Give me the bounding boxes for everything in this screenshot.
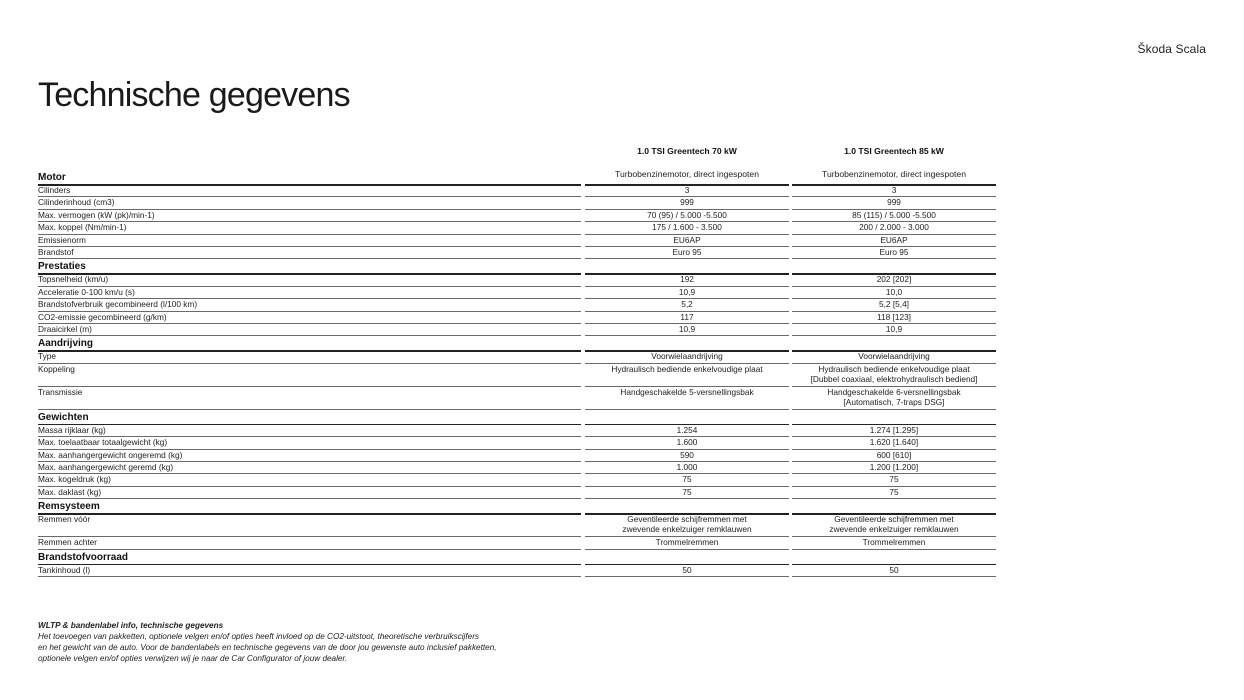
value-col1: 1.254 bbox=[676, 424, 698, 435]
value-col2: 999 bbox=[887, 197, 901, 208]
value-col2: 10,0 bbox=[885, 286, 903, 297]
value-col2: Voorwielaandrijving bbox=[858, 351, 930, 362]
rule-line bbox=[38, 498, 581, 499]
row-label: Type bbox=[38, 351, 56, 362]
spec-row bbox=[38, 487, 996, 499]
section-header bbox=[38, 261, 996, 274]
value-col2: Handgeschakelde 6-versnellingsbak bbox=[827, 386, 961, 397]
value-col1: 10,9 bbox=[678, 286, 696, 297]
value-col1: Hydraulisch bediende enkelvoudige plaat bbox=[611, 363, 763, 374]
row-label: Koppeling bbox=[38, 363, 75, 374]
rule-line bbox=[38, 576, 581, 577]
value-col2: 600 [610] bbox=[876, 449, 912, 460]
rule-line bbox=[792, 576, 996, 577]
section-title: Prestaties bbox=[38, 261, 86, 273]
spec-row bbox=[38, 364, 996, 387]
value-col1: Handgeschakelde 5-versnellingsbak bbox=[620, 386, 754, 397]
section-header bbox=[38, 338, 996, 351]
spec-row bbox=[38, 387, 996, 410]
spec-row bbox=[38, 565, 996, 577]
value-col1: 590 bbox=[680, 449, 694, 460]
value-col2: Euro 95 bbox=[879, 247, 909, 257]
rule-line bbox=[585, 498, 789, 499]
footnote-heading: WLTP & bandenlabel info, technische gegevens bbox=[38, 621, 224, 630]
value-col1: 50 bbox=[682, 564, 692, 575]
row-label: Brandstofverbruik gecombineerd (l/100 km) bbox=[38, 299, 198, 310]
spec-row bbox=[38, 197, 996, 209]
spec-row bbox=[38, 537, 996, 549]
value-col1: EU6AP bbox=[673, 234, 701, 245]
rule-line bbox=[585, 549, 789, 550]
rule-line bbox=[585, 576, 789, 577]
row-label: Brandstof bbox=[38, 247, 74, 257]
rule-line bbox=[585, 335, 789, 336]
spec-row bbox=[38, 312, 996, 324]
spec-row bbox=[38, 437, 996, 449]
row-label: Max. aanhangergewicht ongeremd (kg) bbox=[38, 449, 183, 460]
row-label: Max. toelaatbaar totaalgewicht (kg) bbox=[38, 437, 168, 448]
value-col1: 5,2 bbox=[681, 299, 693, 310]
spec-row bbox=[38, 287, 996, 299]
section-title: Brandstofvoorraad bbox=[38, 551, 129, 563]
rule-line bbox=[38, 335, 581, 336]
value-col2: 10,9 bbox=[885, 324, 903, 334]
rule-line bbox=[38, 258, 581, 259]
column-header-1-sub: Turbobenzinemotor, direct ingespoten bbox=[615, 169, 759, 179]
rule-line bbox=[38, 409, 581, 410]
value-col1: 70 (95) / 5.000 -5.500 bbox=[647, 209, 727, 220]
value-col1: Geventileerde schijfremmen met bbox=[627, 514, 747, 525]
section-header bbox=[38, 501, 996, 514]
section-title: Aandrijving bbox=[38, 338, 94, 350]
rule-line bbox=[792, 498, 996, 499]
spec-row bbox=[38, 274, 996, 286]
value-col2: Geventileerde schijfremmen met bbox=[834, 514, 954, 525]
value-col1: 117 bbox=[680, 311, 694, 322]
value-col2: 3 bbox=[891, 185, 897, 195]
column-header-1-name: 1.0 TSI Greentech 70 kW bbox=[637, 146, 737, 156]
section-title: Motor bbox=[38, 172, 66, 183]
value-col1: Euro 95 bbox=[672, 247, 702, 257]
row-label: Cilinders bbox=[38, 185, 71, 195]
row-label: Massa rijklaar (kg) bbox=[38, 424, 106, 435]
row-label: Emissienorm bbox=[38, 234, 86, 245]
value-col1: 192 bbox=[680, 274, 694, 285]
spec-row bbox=[38, 462, 996, 474]
value-col2: 202 [202] bbox=[876, 274, 912, 285]
rule-line bbox=[792, 258, 996, 259]
column-header-2-name: 1.0 TSI Greentech 85 kW bbox=[844, 146, 944, 156]
section-header bbox=[38, 552, 996, 565]
section-header bbox=[38, 412, 996, 425]
spec-row bbox=[38, 299, 996, 311]
value-col2: 1.620 [1.640] bbox=[869, 437, 919, 448]
value-col2: 50 bbox=[889, 564, 899, 575]
value-col2-line2: zwevende enkelzuiger remklauwen bbox=[829, 524, 959, 535]
spec-row bbox=[38, 450, 996, 462]
value-col2: EU6AP bbox=[880, 234, 908, 245]
value-col1-line2: zwevende enkelzuiger remklauwen bbox=[622, 524, 752, 535]
value-col2-line2: [Automatisch, 7-traps DSG] bbox=[843, 396, 945, 407]
value-col1: 10,9 bbox=[678, 324, 696, 334]
row-label: Topsnelheid (km/u) bbox=[38, 274, 109, 285]
row-label: Max. koppel (Nm/min-1) bbox=[38, 222, 127, 233]
section-title: Remsysteem bbox=[38, 501, 100, 513]
value-col2: Hydraulisch bediende enkelvoudige plaat bbox=[818, 363, 970, 374]
value-col1: 999 bbox=[680, 197, 694, 208]
footnote-line: en het gewicht van de auto. Voor de bandenlabels en technische gegevens van de door jou gewenste auto inclusief pakketten, bbox=[38, 643, 497, 652]
value-col1: 1.000 bbox=[676, 462, 698, 472]
row-label: Acceleratie 0-100 km/u (s) bbox=[38, 286, 135, 297]
spec-row bbox=[38, 247, 996, 259]
value-col2: 200 / 2.000 - 3.000 bbox=[859, 222, 929, 233]
value-col2: 75 bbox=[889, 474, 899, 485]
column-header-2-sub: Turbobenzinemotor, direct ingespoten bbox=[822, 169, 966, 179]
spec-row bbox=[38, 474, 996, 486]
spec-row bbox=[38, 324, 996, 336]
row-label: Max. kogeldruk (kg) bbox=[38, 474, 111, 485]
rule-line bbox=[792, 549, 996, 550]
spec-row bbox=[38, 222, 996, 234]
value-col1: Voorwielaandrijving bbox=[651, 351, 723, 362]
footnote-line: optionele velgen en/of opties verwijzen wij je naar de Car Configurator of jouw dealer. bbox=[38, 654, 348, 663]
row-label: Max. vermogen (kW (pk)/min-1) bbox=[38, 209, 155, 220]
spec-row bbox=[38, 210, 996, 222]
footnote bbox=[38, 620, 497, 664]
row-label: Max. aanhangergewicht geremd (kg) bbox=[38, 462, 174, 472]
spec-row bbox=[38, 514, 996, 537]
value-col2-line2: [Dubbel coaxiaal, elektrohydraulisch bediend] bbox=[810, 373, 978, 384]
brand-name: Škoda Scala bbox=[1137, 42, 1206, 56]
value-col2: 85 (115) / 5.000 -5.500 bbox=[852, 209, 936, 220]
value-col1: Trommelremmen bbox=[655, 537, 719, 548]
rule-line bbox=[792, 335, 996, 336]
value-col2: Trommelremmen bbox=[862, 537, 926, 548]
value-col1: 75 bbox=[682, 474, 692, 485]
spec-row bbox=[38, 185, 996, 197]
rule-line bbox=[585, 258, 789, 259]
value-col1: 75 bbox=[682, 486, 692, 497]
row-label: Tankinhoud (l) bbox=[38, 564, 91, 575]
section-header bbox=[38, 172, 996, 185]
value-col1: 1.600 bbox=[676, 437, 698, 448]
value-col2: 1.200 [1.200] bbox=[869, 462, 919, 472]
value-col1: 175 / 1.600 - 3.500 bbox=[652, 222, 722, 233]
rule-line bbox=[38, 549, 581, 550]
value-col2: 1.274 [1.295] bbox=[869, 424, 919, 435]
value-col2: 75 bbox=[889, 486, 899, 497]
row-label: Cilinderinhoud (cm3) bbox=[38, 197, 115, 208]
spec-row bbox=[38, 425, 996, 437]
rule-line bbox=[585, 409, 789, 410]
row-label: Max. daklast (kg) bbox=[38, 486, 102, 497]
row-label: Remmen vóór bbox=[38, 514, 91, 525]
value-col1: 3 bbox=[684, 185, 690, 195]
row-label: Remmen achter bbox=[38, 537, 98, 548]
spec-row bbox=[38, 351, 996, 363]
section-title: Gewichten bbox=[38, 411, 89, 423]
rule-line bbox=[792, 409, 996, 410]
footnote-line: Het toevoegen van pakketten, optionele velgen en/of opties heeft invloed op de CO2-uitstoot, theoretische verbruikscijfers bbox=[38, 632, 480, 641]
row-label: CO2-emissie gecombineerd (g/km) bbox=[38, 311, 167, 322]
value-col2: 118 [123] bbox=[877, 311, 911, 322]
spec-row bbox=[38, 235, 996, 247]
value-col2: 5,2 [5,4] bbox=[879, 299, 909, 310]
row-label: Transmissie bbox=[38, 386, 83, 397]
row-label: Draaicirkel (m) bbox=[38, 324, 92, 334]
page-title: Technische gegevens bbox=[38, 76, 350, 114]
